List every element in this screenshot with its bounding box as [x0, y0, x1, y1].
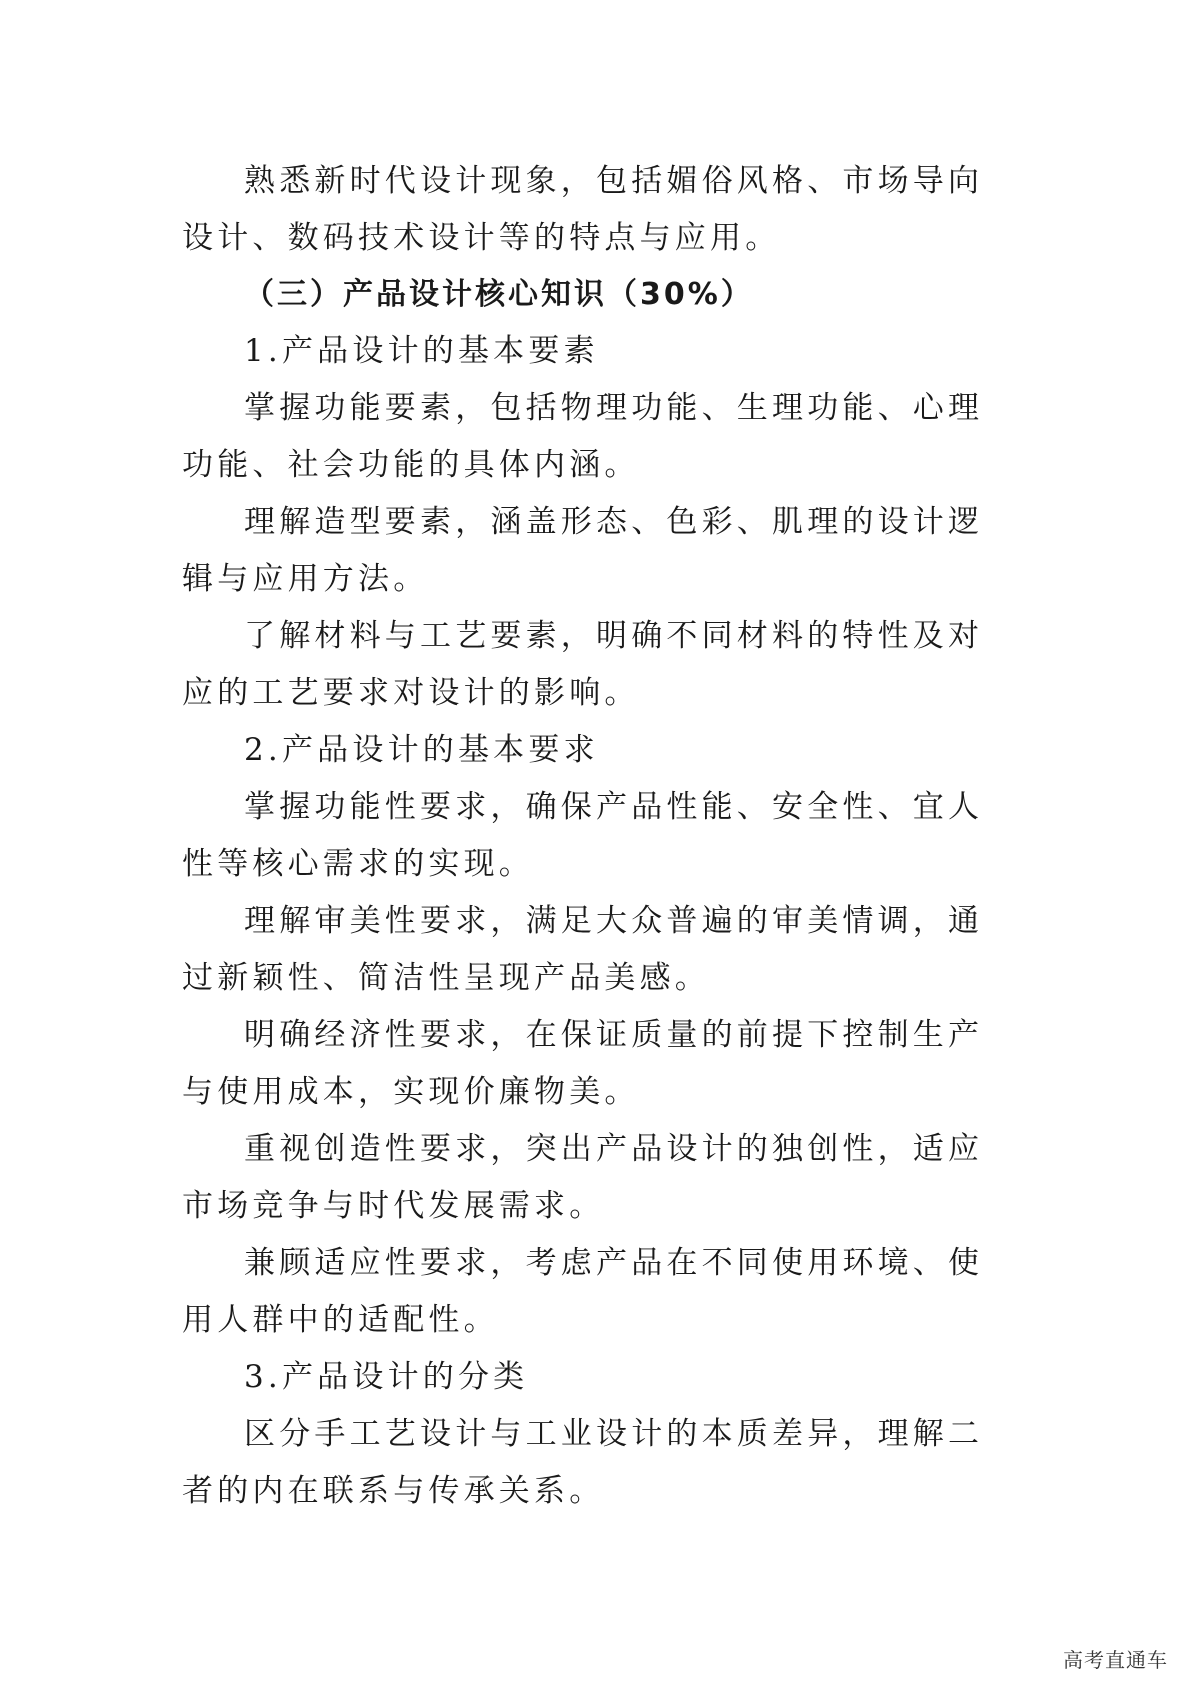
subheading-basic-requirements: 2.产品设计的基本要求 — [244, 732, 599, 768]
paragraph-form-elements: 理解造型要素，涵盖形态、色彩、肌理的设计逻辑与应用方法。 — [182, 504, 984, 597]
paragraph-adaptability-requirement: 兼顾适应性要求，考虑产品在不同使用环境、使用人群中的适配性。 — [182, 1245, 984, 1338]
paragraph-material-elements: 了解材料与工艺要素，明确不同材料的特性及对应的工艺要求对设计的影响。 — [182, 618, 984, 711]
document-body — [182, 153, 1012, 1520]
subheading-basic-elements: 1.产品设计的基本要素 — [244, 333, 599, 369]
subheading-classification: 3.产品设计的分类 — [244, 1359, 529, 1395]
paragraph-aesthetic-requirement: 理解审美性要求，满足大众普遍的审美情调，通过新颖性、简洁性呈现产品美感。 — [182, 903, 984, 996]
section-heading-product-design-core: （三）产品设计核心知识（30%） — [244, 277, 754, 312]
paragraph-creative-requirement: 重视创造性要求，突出产品设计的独创性，适应市场竞争与时代发展需求。 — [182, 1131, 984, 1224]
paragraph-functional-requirement: 掌握功能性要求，确保产品性能、安全性、宜人性等核心需求的实现。 — [182, 789, 984, 882]
paragraph-function-elements: 掌握功能要素，包括物理功能、生理功能、心理功能、社会功能的具体内涵。 — [182, 390, 984, 483]
paragraph-craft-vs-industrial: 区分手工艺设计与工业设计的本质差异，理解二者的内在联系与传承关系。 — [182, 1416, 984, 1509]
watermark-text: 高考直通车 — [1063, 1648, 1168, 1672]
paragraph-new-era-design: 熟悉新时代设计现象，包括媚俗风格、市场导向设计、数码技术设计等的特点与应用。 — [182, 163, 984, 256]
paragraph-economic-requirement: 明确经济性要求，在保证质量的前提下控制生产与使用成本，实现价廉物美。 — [182, 1017, 984, 1110]
